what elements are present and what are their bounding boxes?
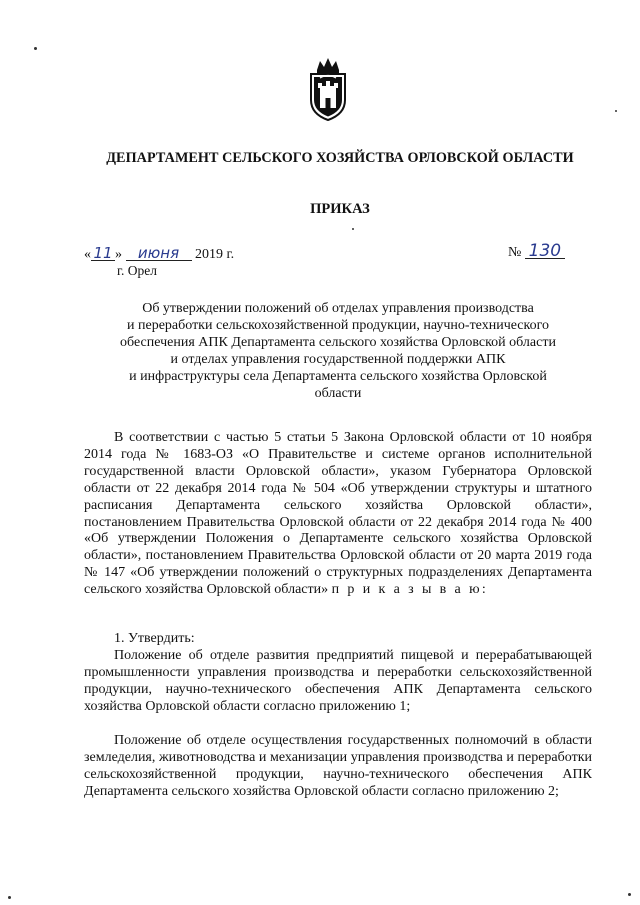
item-1-heading: 1. Утвердить: (114, 631, 195, 646)
subject-line: и переработки сельскохозяйственной продукции, научно-технического (127, 318, 549, 333)
preamble-paragraph (84, 430, 592, 599)
provision-2: Положение об отделе осуществления государственных полномочий в области земледелия, животноводства и механизации управления производства и переработки сельскохозяйственной продукции, научно-технического обеспечения АПК Департамента сельского хозяйства Орловской области согласно приложению 2; (84, 733, 592, 799)
number-value: 130 (525, 244, 565, 259)
date-close-quote: » (115, 247, 122, 262)
provision-1: Положение об отделе развития предприятий пищевой и перерабатывающей промышленности управления производства и переработки сельскохозяйственной продукции, научно-технического обеспечения АПК Департамента сельского хозяйства Орловской области согласно приложению 1; (84, 647, 592, 714)
scan-speck (628, 893, 631, 896)
date-open-quote: « (84, 247, 91, 262)
number-label: № (508, 245, 522, 260)
scan-speck (34, 47, 37, 50)
date-month: июня (126, 246, 192, 261)
subject-line: обеспечения АПК Департамента сельского хозяйства Орловской области (120, 335, 556, 350)
date-year: 2019 г. (195, 247, 235, 262)
order-title: ПРИКАЗ (310, 201, 370, 217)
order-subject (84, 300, 592, 402)
department-name: ДЕПАРТАМЕНТ СЕЛЬСКОГО ХОЗЯЙСТВА ОРЛОВСКОЙ ОБЛАСТИ (106, 150, 574, 166)
city: г. Орел (117, 263, 157, 278)
date-day: 11 (91, 246, 115, 261)
orel-oblast-coat-of-arms-icon (305, 56, 351, 122)
order-number (508, 241, 565, 261)
subject-line: Об утверждении положений об отделах управления производства (142, 301, 534, 316)
order-date (84, 246, 234, 263)
subject-line: и инфраструктуры села Департамента сельского хозяйства Орловской (129, 369, 547, 384)
preamble-text: В соответствии с частью 5 статьи 5 Закона Орловской области от 10 ноября 2014 года № 1683-ОЗ «О Правительстве и системе органов исполнительной государственной власти Орловской области», указом Губернатора Орловской области от 22 декабря 2014 года № 504 «Об утверждении структуры и штатного расписания Департамента сельского хозяйства Орловской области», постановлением Правительства Орловской области от 22 декабря 2014 года № 400 «Об утверждении Положения о Департаменте сельского хозяйства Орловской области», постановлением Правительства Орловской области от 20 марта 2019 года № 147 «Об утверждении положений о структурных подразделениях Департамента сельского хозяйства Орловской области» (84, 430, 592, 598)
item-1 (84, 631, 592, 716)
subject-line: и отделах управления государственной поддержки АПК (170, 352, 506, 367)
scan-speck (8, 896, 11, 899)
scan-speck (352, 228, 354, 230)
subject-line: области (314, 386, 362, 401)
scan-speck (615, 110, 617, 112)
command-word: п р и к а з ы в а ю: (331, 582, 489, 598)
